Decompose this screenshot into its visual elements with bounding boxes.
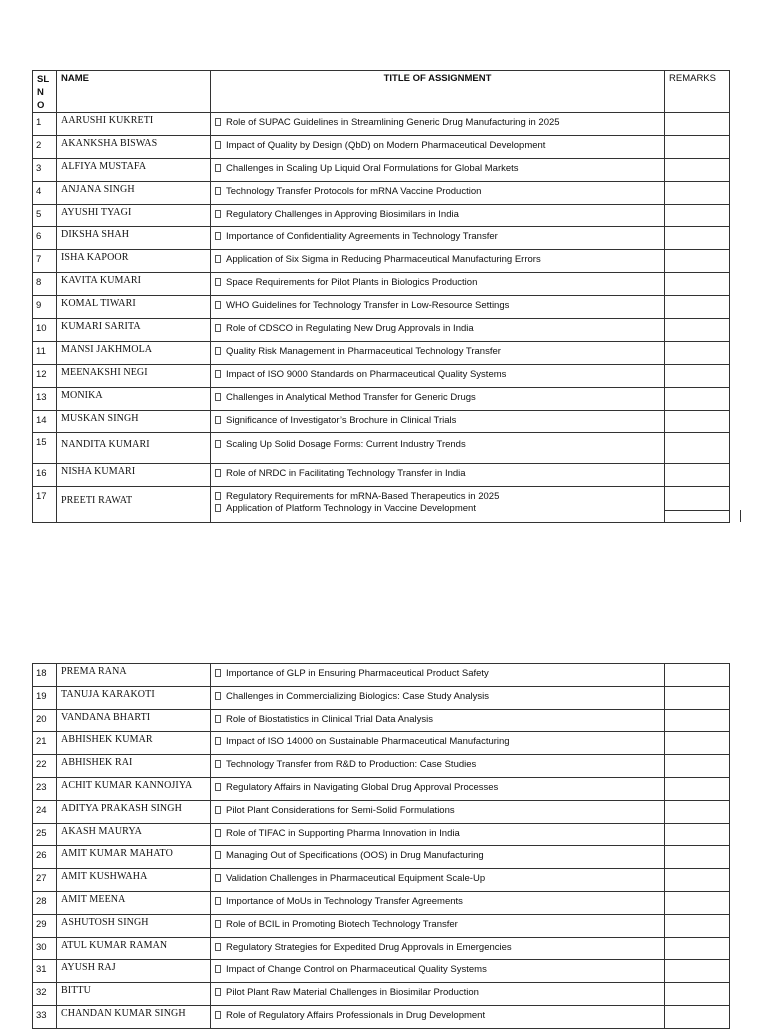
table-row — [33, 158, 730, 181]
assignment-title-cell — [211, 846, 665, 869]
assignment-title — [215, 140, 660, 152]
assignment-title-text: Challenges in Commercializing Biologics: Case Study Analysis — [226, 690, 489, 702]
serial-number: 5 — [33, 204, 57, 227]
assignment-title-text: Regulatory Requirements for mRNA-Based Therapeutics in 2025 — [226, 491, 500, 503]
assignment-title-text: Impact of Quality by Design (QbD) on Modern Pharmaceutical Development — [226, 139, 546, 151]
student-name: MEENAKSHI NEGI — [57, 364, 211, 387]
assignment-title — [215, 163, 660, 175]
serial-number: 17 — [33, 487, 57, 523]
assignment-title — [215, 736, 660, 748]
student-name: TANUJA KARAKOTI — [57, 686, 211, 709]
serial-number: 6 — [33, 227, 57, 250]
table-row — [33, 732, 730, 755]
assignment-title-text: Pilot Plant Considerations for Semi-Solid Formulations — [226, 804, 455, 816]
bullet-square-icon — [215, 851, 221, 859]
assignment-title — [215, 415, 660, 427]
assignment-title-text: Application of Six Sigma in Reducing Pharmaceutical Manufacturing Errors — [226, 254, 541, 266]
table-row — [33, 937, 730, 960]
bullet-square-icon — [215, 370, 221, 378]
assignment-title — [215, 850, 660, 862]
serial-number: 11 — [33, 341, 57, 364]
assignment-title — [215, 369, 660, 381]
remarks-cell — [665, 341, 730, 364]
table-row — [33, 983, 730, 1006]
assignment-title-cell — [211, 135, 665, 158]
remarks-cell — [665, 1005, 730, 1028]
serial-number: 8 — [33, 273, 57, 296]
assignment-title-text: Role of Regulatory Affairs Professionals in Drug Development — [226, 1009, 486, 1021]
serial-number: 28 — [33, 891, 57, 914]
table-row — [33, 823, 730, 846]
table-row — [33, 387, 730, 410]
sl-no-header: SL N O — [33, 71, 57, 113]
bullet-square-icon — [215, 141, 221, 149]
assignment-title — [215, 987, 660, 999]
assignment-title-text: Impact of ISO 14000 on Sustainable Pharmaceutical Manufacturing — [226, 736, 510, 748]
serial-number: 19 — [33, 686, 57, 709]
remarks-cell — [665, 823, 730, 846]
assignment-title — [215, 491, 660, 503]
table-border-fragment — [740, 510, 741, 522]
assignment-title-cell — [211, 296, 665, 319]
assignment-title-cell — [211, 387, 665, 410]
table-row — [33, 914, 730, 937]
serial-number: 1 — [33, 113, 57, 136]
assignment-title-text: Validation Challenges in Pharmaceutical Equipment Scale-Up — [226, 873, 486, 885]
assignment-title — [215, 117, 660, 129]
assignment-title-text: Significance of Investigator’s Brochure in Clinical Trials — [226, 414, 457, 426]
assignment-title-text: Role of BCIL in Promoting Biotech Technology Transfer — [226, 918, 458, 930]
bullet-square-icon — [215, 301, 221, 309]
bullet-square-icon — [215, 920, 221, 928]
serial-number: 23 — [33, 777, 57, 800]
serial-number: 29 — [33, 914, 57, 937]
bullet-square-icon — [215, 874, 221, 882]
assignment-title-text: Impact of Change Control on Pharmaceutical Quality Systems — [226, 964, 487, 976]
student-name: AYUSH RAJ — [57, 960, 211, 983]
serial-number: 12 — [33, 364, 57, 387]
assignment-title-text: Importance of Confidentiality Agreements in Technology Transfer — [226, 231, 498, 243]
bullet-square-icon — [215, 278, 221, 286]
serial-number: 3 — [33, 158, 57, 181]
bullet-square-icon — [215, 492, 221, 500]
assignment-table-part-2 — [32, 663, 730, 1029]
assignment-title-cell — [211, 777, 665, 800]
student-name: NISHA KUMARI — [57, 464, 211, 487]
table-row — [33, 204, 730, 227]
serial-number: 4 — [33, 181, 57, 204]
assignment-title — [215, 186, 660, 198]
assignment-title-cell — [211, 937, 665, 960]
remarks-cell — [665, 487, 730, 523]
serial-number: 18 — [33, 664, 57, 687]
assignment-title-text: Managing Out of Specifications (OOS) in Drug Manufacturing — [226, 850, 484, 862]
assignment-title-text: Challenges in Scaling Up Liquid Oral Formulations for Global Markets — [226, 162, 519, 174]
table-row — [33, 664, 730, 687]
assignment-title-cell — [211, 709, 665, 732]
student-name: ADITYA PRAKASH SINGH — [57, 800, 211, 823]
assignment-title-cell — [211, 732, 665, 755]
serial-number: 32 — [33, 983, 57, 1006]
assignment-title — [215, 714, 660, 726]
serial-number: 13 — [33, 387, 57, 410]
student-name: ANJANA SINGH — [57, 181, 211, 204]
assignment-title — [215, 805, 660, 817]
remarks-cell — [665, 732, 730, 755]
remarks-cell — [665, 937, 730, 960]
table-row — [33, 869, 730, 892]
remarks-header: REMARKS — [665, 71, 730, 113]
bullet-square-icon — [215, 829, 221, 837]
remarks-cell — [665, 664, 730, 687]
assignment-title-text: WHO Guidelines for Technology Transfer in Low-Resource Settings — [226, 300, 510, 312]
student-name: ACHIT KUMAR KANNOJIYA — [57, 777, 211, 800]
assignment-title — [215, 439, 660, 451]
serial-number: 30 — [33, 937, 57, 960]
bullet-square-icon — [215, 504, 221, 512]
assignment-title-text: Scaling Up Solid Dosage Forms: Current Industry Trends — [226, 439, 466, 451]
remarks-cell — [665, 319, 730, 342]
table-row — [33, 487, 730, 523]
student-name: CHANDAN KUMAR SINGH — [57, 1005, 211, 1028]
remarks-cell — [665, 296, 730, 319]
table-row — [33, 135, 730, 158]
table-row — [33, 410, 730, 433]
bullet-square-icon — [215, 118, 221, 126]
student-name: ATUL KUMAR RAMAN — [57, 937, 211, 960]
assignment-title — [215, 1010, 660, 1022]
table-row — [33, 341, 730, 364]
assignment-title-text: Role of Biostatistics in Clinical Trial Data Analysis — [226, 713, 433, 725]
serial-number: 24 — [33, 800, 57, 823]
bullet-square-icon — [215, 943, 221, 951]
serial-number: 7 — [33, 250, 57, 273]
serial-number: 16 — [33, 464, 57, 487]
serial-number: 25 — [33, 823, 57, 846]
bullet-square-icon — [215, 1011, 221, 1019]
serial-number: 9 — [33, 296, 57, 319]
assignment-title-cell — [211, 364, 665, 387]
bullet-square-icon — [215, 783, 221, 791]
student-name: ASHUTOSH SINGH — [57, 914, 211, 937]
assignment-title — [215, 300, 660, 312]
assignment-title-text: Role of SUPAC Guidelines in Streamlining Generic Drug Manufacturing in 2025 — [226, 117, 560, 128]
table-row — [33, 273, 730, 296]
assignment-title-cell — [211, 891, 665, 914]
student-name: ABHISHEK KUMAR — [57, 732, 211, 755]
serial-number: 33 — [33, 1005, 57, 1028]
assignment-title — [215, 323, 660, 335]
remarks-cell — [665, 158, 730, 181]
student-name: KUMARI SARITA — [57, 319, 211, 342]
assignment-title-text: Impact of ISO 9000 Standards on Pharmaceutical Quality Systems — [226, 368, 507, 380]
assignment-title-cell — [211, 410, 665, 433]
serial-number: 20 — [33, 709, 57, 732]
remarks-cell — [665, 983, 730, 1006]
student-name: MONIKA — [57, 387, 211, 410]
student-name: MUSKAN SINGH — [57, 410, 211, 433]
table-row — [33, 250, 730, 273]
student-name: KOMAL TIWARI — [57, 296, 211, 319]
assignment-title-cell — [211, 664, 665, 687]
bullet-square-icon — [215, 164, 221, 172]
name-header: NAME — [57, 71, 211, 113]
remarks-cell — [665, 777, 730, 800]
assignment-title — [215, 759, 660, 771]
assignment-title-text: Role of NRDC in Facilitating Technology Transfer in India — [226, 468, 466, 480]
remarks-cell — [665, 181, 730, 204]
table-border-fragment — [665, 510, 729, 511]
bullet-square-icon — [215, 988, 221, 996]
table-row — [33, 227, 730, 250]
assignment-title-cell — [211, 227, 665, 250]
student-name: ABHISHEK RAI — [57, 755, 211, 778]
serial-number: 22 — [33, 755, 57, 778]
remarks-cell — [665, 113, 730, 136]
bullet-square-icon — [215, 715, 221, 723]
assignment-title-text: Space Requirements for Pilot Plants in Biologics Production — [226, 277, 478, 289]
remarks-cell — [665, 709, 730, 732]
assignment-title-cell — [211, 800, 665, 823]
assignment-title-text: Challenges in Analytical Method Transfer for Generic Drugs — [226, 391, 476, 403]
student-name: AARUSHI KUKRETI — [57, 113, 211, 136]
student-name: AMIT MEENA — [57, 891, 211, 914]
bullet-square-icon — [215, 965, 221, 973]
student-name: ALFIYA MUSTAFA — [57, 158, 211, 181]
assignment-title — [215, 873, 660, 885]
assignment-title — [215, 209, 660, 221]
student-name: PREETI RAWAT — [57, 487, 211, 523]
remarks-cell — [665, 135, 730, 158]
assignment-title — [215, 896, 660, 908]
assignment-title-cell — [211, 983, 665, 1006]
assignment-title-text: Pilot Plant Raw Material Challenges in Biosimilar Production — [226, 987, 479, 999]
assignment-title — [215, 828, 660, 840]
bullet-square-icon — [215, 347, 221, 355]
table-row — [33, 846, 730, 869]
assignment-title-text: Role of TIFAC in Supporting Pharma Innovation in India — [226, 827, 460, 839]
bullet-square-icon — [215, 760, 221, 768]
assignment-title — [215, 231, 660, 243]
student-name: MANSI JAKHMOLA — [57, 341, 211, 364]
student-name: AKASH MAURYA — [57, 823, 211, 846]
remarks-cell — [665, 227, 730, 250]
table-row — [33, 686, 730, 709]
serial-number: 10 — [33, 319, 57, 342]
assignment-title — [215, 346, 660, 358]
remarks-cell — [665, 273, 730, 296]
table-row — [33, 960, 730, 983]
assignment-title-cell — [211, 487, 665, 523]
student-name: NANDITA KUMARI — [57, 433, 211, 464]
assignment-title — [215, 668, 660, 680]
assignment-title-cell — [211, 181, 665, 204]
serial-number: 15 — [33, 433, 57, 464]
assignment-title — [215, 964, 660, 976]
bullet-square-icon — [215, 324, 221, 332]
remarks-cell — [665, 960, 730, 983]
assignment-title-text: Regulatory Challenges in Approving Biosimilars in India — [226, 208, 459, 220]
assignment-title — [215, 919, 660, 931]
serial-number: 26 — [33, 846, 57, 869]
assignment-title — [215, 503, 660, 515]
table-row — [33, 1005, 730, 1028]
remarks-cell — [665, 755, 730, 778]
assignment-title-text: Application of Platform Technology in Vaccine Development — [226, 503, 476, 515]
assignment-title-text: Importance of MoUs in Technology Transfer Agreements — [226, 895, 463, 907]
student-name: ISHA KAPOOR — [57, 250, 211, 273]
assignment-title — [215, 691, 660, 703]
assignment-title-text: Importance of GLP in Ensuring Pharmaceutical Product Safety — [226, 668, 489, 679]
table-row — [33, 800, 730, 823]
table-row — [33, 296, 730, 319]
bullet-square-icon — [215, 187, 221, 195]
remarks-cell — [665, 250, 730, 273]
serial-number: 27 — [33, 869, 57, 892]
student-name: AKANKSHA BISWAS — [57, 135, 211, 158]
table-row — [33, 777, 730, 800]
bullet-square-icon — [215, 737, 221, 745]
student-name: AMIT KUMAR MAHATO — [57, 846, 211, 869]
remarks-cell — [665, 433, 730, 464]
bullet-square-icon — [215, 692, 221, 700]
remarks-cell — [665, 204, 730, 227]
assignment-title-cell — [211, 464, 665, 487]
bullet-square-icon — [215, 393, 221, 401]
bullet-square-icon — [215, 416, 221, 424]
remarks-cell — [665, 914, 730, 937]
assignment-title-text: Regulatory Strategies for Expedited Drug Approvals in Emergencies — [226, 941, 512, 953]
remarks-cell — [665, 800, 730, 823]
table-row — [33, 364, 730, 387]
table-row — [33, 891, 730, 914]
assignment-title-cell — [211, 914, 665, 937]
serial-number: 31 — [33, 960, 57, 983]
remarks-cell — [665, 869, 730, 892]
bullet-square-icon — [215, 210, 221, 218]
assignment-title-text: Quality Risk Management in Pharmaceutical Technology Transfer — [226, 345, 501, 357]
bullet-square-icon — [215, 669, 221, 677]
table-header-row — [33, 71, 730, 113]
assignment-title-text: Regulatory Affairs in Navigating Global Drug Approval Processes — [226, 781, 499, 793]
assignment-title-cell — [211, 250, 665, 273]
assignment-title — [215, 392, 660, 404]
bullet-square-icon — [215, 255, 221, 263]
title-header: TITLE OF ASSIGNMENT — [211, 71, 665, 113]
table-row — [33, 709, 730, 732]
remarks-cell — [665, 846, 730, 869]
bullet-square-icon — [215, 232, 221, 240]
assignment-title-cell — [211, 686, 665, 709]
remarks-cell — [665, 686, 730, 709]
table-row — [33, 755, 730, 778]
remarks-cell — [665, 891, 730, 914]
table-row — [33, 319, 730, 342]
student-name: AYUSHI TYAGI — [57, 204, 211, 227]
assignment-title-cell — [211, 1005, 665, 1028]
serial-number: 14 — [33, 410, 57, 433]
assignment-title-cell — [211, 158, 665, 181]
table-row — [33, 464, 730, 487]
remarks-cell — [665, 364, 730, 387]
table-row — [33, 181, 730, 204]
assignment-title — [215, 468, 660, 480]
assignment-title-cell — [211, 433, 665, 464]
assignment-title-cell — [211, 823, 665, 846]
serial-number: 2 — [33, 135, 57, 158]
remarks-cell — [665, 410, 730, 433]
bullet-square-icon — [215, 469, 221, 477]
assignment-title-text: Role of CDSCO in Regulating New Drug Approvals in India — [226, 323, 474, 335]
assignment-title-cell — [211, 319, 665, 342]
student-name: PREMA RANA — [57, 664, 211, 687]
assignment-title — [215, 782, 660, 794]
assignment-title-text: Technology Transfer from R&D to Production: Case Studies — [226, 759, 477, 771]
assignment-title-cell — [211, 960, 665, 983]
remarks-cell — [665, 387, 730, 410]
remarks-cell — [665, 464, 730, 487]
bullet-square-icon — [215, 806, 221, 814]
assignment-title-cell — [211, 273, 665, 296]
assignment-title-cell — [211, 113, 665, 136]
assignment-title-cell — [211, 869, 665, 892]
student-name: DIKSHA SHAH — [57, 227, 211, 250]
bullet-square-icon — [215, 440, 221, 448]
table-row — [33, 113, 730, 136]
student-name: KAVITA KUMARI — [57, 273, 211, 296]
table-row — [33, 433, 730, 464]
student-name: BITTU — [57, 983, 211, 1006]
bullet-square-icon — [215, 897, 221, 905]
assignment-title-cell — [211, 341, 665, 364]
assignment-title — [215, 277, 660, 289]
assignment-title-cell — [211, 204, 665, 227]
assignment-table-part-1 — [32, 70, 730, 523]
student-name: VANDANA BHARTI — [57, 709, 211, 732]
assignment-title-text: Technology Transfer Protocols for mRNA Vaccine Production — [226, 185, 482, 197]
assignment-title — [215, 254, 660, 266]
assignment-title — [215, 942, 660, 954]
serial-number: 21 — [33, 732, 57, 755]
assignment-title-cell — [211, 755, 665, 778]
student-name: AMIT KUSHWAHA — [57, 869, 211, 892]
